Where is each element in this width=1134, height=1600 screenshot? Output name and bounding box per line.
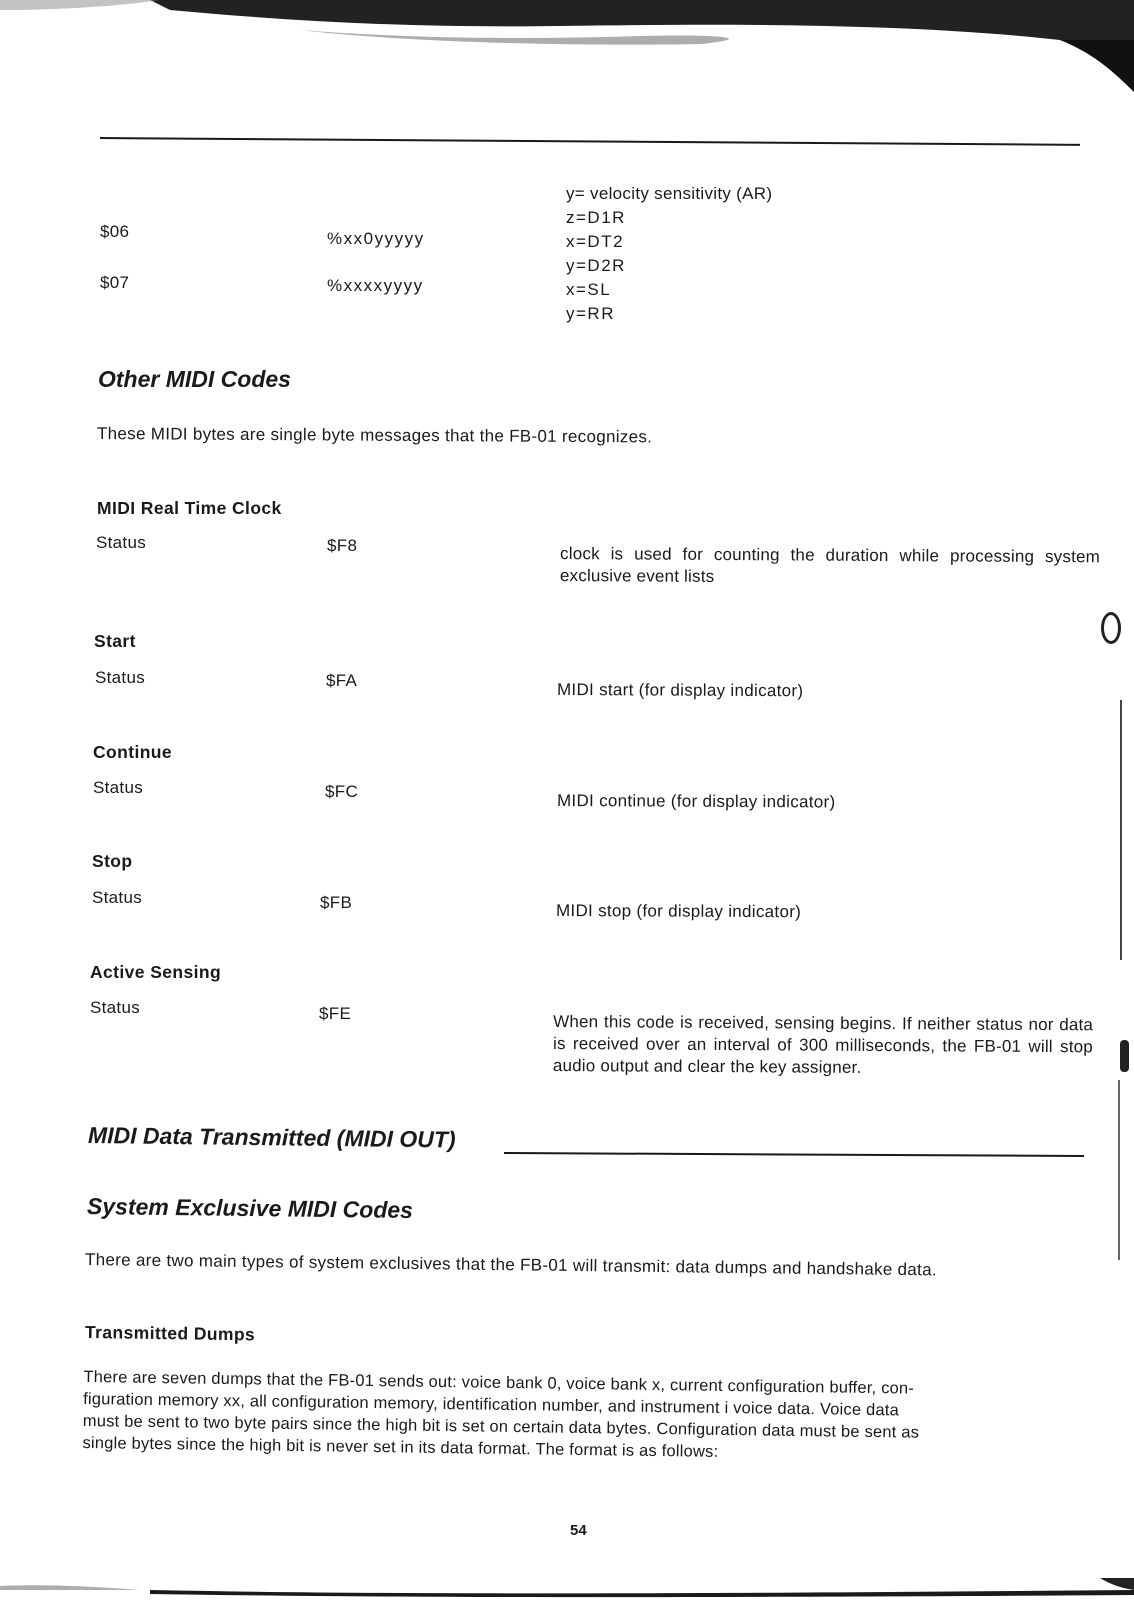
param-line: y=RR [566,304,615,323]
entry-desc: MIDI stop (for display indicator) [555,901,802,922]
top-rule [100,137,1080,146]
dumps-line: must be sent to two byte pairs since the high bit is set on certain data bytes. Configuration data must be sent as [82,1411,920,1442]
entry-code: $FE [319,1004,352,1023]
entry-label: Status [90,998,140,1017]
entry-label: Status [93,778,143,797]
scan-edge-top [0,0,1134,100]
scan-edge-bottom [0,1578,1134,1600]
entry-title-active-sensing: Active Sensing [90,962,222,982]
entry-title-stop: Stop [92,851,133,871]
other-codes-heading: Other MIDI Codes [98,366,291,392]
entry-desc: MIDI start (for display indicator) [556,680,804,701]
entry-code: $FC [325,782,359,801]
param-bits-06: %xx0yyyyy [327,229,425,248]
param-line: y=D2R [566,256,626,275]
entry-code: $F8 [327,536,358,555]
sysex-intro: There are two main types of system exclusives that the FB-01 will transmit: data dumps and handshake data. [84,1250,938,1280]
entry-title-clock: MIDI Real Time Clock [97,498,282,518]
margin-edge-line [1118,1080,1120,1260]
other-codes-intro: These MIDI bytes are single byte messages that the FB-01 recognizes. [96,424,653,447]
sysex-heading: System Exclusive MIDI Codes [86,1193,414,1223]
param-line: x=SL [566,280,612,299]
entry-label: Status [95,668,145,687]
param-addr-07: $07 [100,273,130,292]
dumps-line: single bytes since the high bit is never set in its data format. The format is as follows: [82,1433,719,1461]
entry-code: $FB [320,893,353,912]
entry-desc: clock is used for counting the duration while processing system exclusive event lists [559,544,1101,586]
transmitted-rule [504,1152,1084,1157]
margin-mark [1101,612,1121,644]
entry-code: $FA [326,671,358,690]
entry-title-start: Start [94,631,136,651]
param-bits-07: %xxxxyyyy [327,276,424,295]
transmitted-heading: MIDI Data Transmitted (MIDI OUT) [87,1122,456,1153]
entry-desc: MIDI continue (for display indicator) [556,791,836,812]
param-addr-06: $06 [100,222,130,241]
dumps-line: figuration memory xx, all configuration memory, identification number, and instrument i voice data. Voice data [83,1390,900,1420]
page-number: 54 [570,1522,587,1539]
margin-mark [1120,1040,1129,1072]
dumps-heading: Transmitted Dumps [84,1322,256,1345]
param-pre-line: y= velocity sensitivity (AR) [566,184,773,203]
entry-label: Status [92,888,142,907]
dumps-line: There are seven dumps that the FB-01 sends out: voice bank 0, voice bank x, current configuration buffer, con- [83,1368,915,1398]
margin-edge-line [1120,700,1122,960]
entry-label: Status [96,533,146,552]
entry-title-continue: Continue [93,742,173,762]
param-line: z=D1R [566,208,626,227]
entry-desc: When this code is received, sensing begins. If neither status nor data is received over an interval of 300 milliseconds, the FB-01 will stop audio output and clear the key assigner. [552,1012,1094,1077]
param-line: x=DT2 [566,232,625,251]
dumps-paragraph [82,1366,1093,1468]
